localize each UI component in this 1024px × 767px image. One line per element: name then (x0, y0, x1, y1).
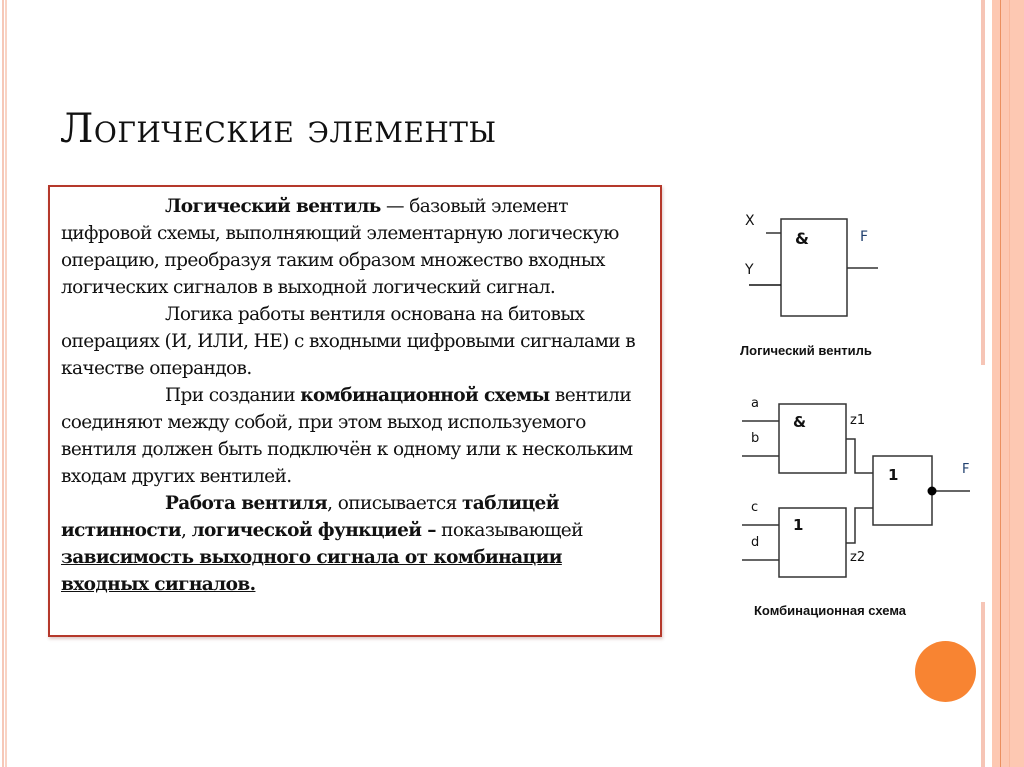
input-label-d: d (751, 535, 760, 550)
combinational-caption: Комбинационная схема (754, 603, 907, 618)
decorative-orange-circle (915, 641, 976, 702)
paragraph-combinational: При создании комбинационной схемы вентили соединяют между собой, при этом выход используемого вентиля должен быть подключён к одному или к нескольким входам других вентилей. (61, 385, 633, 487)
or-operator-label: 1 (793, 516, 804, 534)
slide-title: Логические элементы (60, 106, 497, 152)
term-logic-gate: Логический вентиль (165, 196, 381, 217)
gate-output-label-f: F (860, 229, 869, 245)
gate-caption: Логический вентиль (740, 343, 872, 358)
left-decor-stripe (2, 0, 4, 767)
gate-input-label-y: Y (745, 262, 754, 278)
right-decor-stripe (981, 0, 985, 365)
output-label-z1: z1 (850, 413, 866, 428)
left-decor-stripe (5, 0, 7, 767)
right-decor-line (1009, 0, 1010, 767)
paragraph-gate-operation: Работа вентиля, описывается таблицей истинности, логической функцией – показывающей зависимость выходного сигнала от комбинации входных сигналов. (61, 493, 583, 595)
inverter-bubble-icon (928, 487, 937, 496)
input-label-b: b (751, 431, 760, 446)
output-label-z2: z2 (850, 550, 866, 565)
right-decor-stripe (981, 602, 985, 767)
term-combinational-circuit: комбинационной схемы (300, 385, 550, 406)
and-operator-label: & (793, 413, 807, 431)
gate-operator-and: & (795, 229, 809, 248)
right-decor-line (1000, 0, 1001, 767)
paragraph-gate-logic: Логика работы вентиля основана на битовых операциях (И, ИЛИ, НЕ) с входными цифровыми сигналами в качестве операндов. (61, 304, 636, 379)
final-output-label-f: F (962, 462, 970, 477)
underlined-conclusion: зависимость выходного сигнала от комбинации входных сигналов. (61, 547, 562, 595)
paragraph-gate-definition: Логический вентиль — базовый элемент цифровой схемы, выполняющий элементарную логическую операцию, преобразуя таким образом множество входных логических сигналов в выходной логический сигнал. (61, 196, 619, 298)
definition-text-box (48, 185, 662, 637)
input-label-c: c (751, 500, 759, 515)
nor-operator-label: 1 (888, 466, 899, 484)
gate-input-label-x: X (745, 213, 755, 229)
right-decor-band (992, 0, 1024, 767)
input-label-a: a (751, 396, 759, 411)
